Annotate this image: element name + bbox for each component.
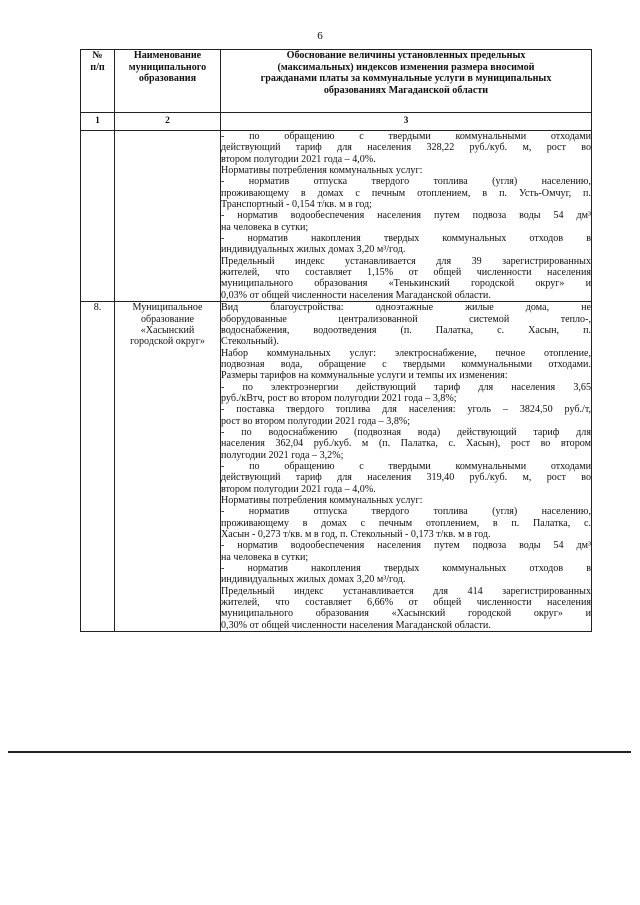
header-justification xyxy=(221,50,592,113)
column-number-row xyxy=(81,113,592,131)
text-line: Нормативы потребления коммунальных услуг: xyxy=(221,165,423,177)
justification-text xyxy=(221,131,592,302)
text-line: оборудованные централизованной системой тепло-, xyxy=(221,313,591,325)
text-line: Размеры тарифов на коммунальные услуги и темпы их изменения: xyxy=(221,370,508,382)
text-line: индивидуальных жилых домах 3,20 м³/год. xyxy=(221,244,406,256)
text-line: Муниципальное xyxy=(132,302,203,314)
text-line: - норматив накопления твердых коммунальных отходов в xyxy=(221,233,591,245)
row-number: 8. xyxy=(81,302,115,632)
text-line: муниципального образования «Тенькинский городской округ» и xyxy=(221,278,591,290)
text-line: гражданами платы за коммунальные услуги в муниципальных xyxy=(260,73,552,85)
text-line: руб./кВтч, рост во втором полугодии 2021 года – 3,8%; xyxy=(221,392,457,404)
bottom-rule xyxy=(8,751,631,753)
text-line: проживающему в домах с печным отоплением, в п. Усть-Омчуг, п. xyxy=(221,187,591,199)
text-line: 0,30% от общей численности населения Магаданской области. xyxy=(221,619,491,631)
column-number: 3 xyxy=(221,113,592,131)
row-number xyxy=(81,131,115,302)
tariff-justification-table xyxy=(80,49,592,632)
text-line: водоснабжения, водоотведения (п. Палатка, с. Хасын, п. xyxy=(221,324,591,336)
table-header-row xyxy=(81,50,592,113)
text-line: образованиях Магаданской области xyxy=(323,84,489,96)
text-line: действующий тариф для населения 319,40 руб./куб. м, рост во xyxy=(221,472,591,484)
text-line: образования xyxy=(138,73,197,85)
text-line: Стекольный). xyxy=(221,336,279,348)
text-line: населения 362,04 руб./куб. м (п. Палатка, с. Хасын), рост во втором xyxy=(221,438,591,450)
text-line: № xyxy=(92,50,103,61)
column-number: 2 xyxy=(115,113,221,131)
text-line: Хасын - 0,273 т/кв. м в год, п. Стекольный - 0,173 т/кв. м в год. xyxy=(221,529,491,541)
text-line: - норматив водообеспечения населения путем подвоза воды 54 дм³ xyxy=(221,210,591,222)
text-line: Вид благоустройства: одноэтажные жилые дома, не xyxy=(221,302,591,314)
text-line: Транспортный - 0,154 т/кв. м в год; xyxy=(221,199,372,211)
text-line: - поставка твердого топлива для населения: уголь – 3824,50 руб./т, xyxy=(221,404,591,416)
page-number: 6 xyxy=(317,30,323,42)
municipality-name xyxy=(115,302,221,632)
text-line: рост во втором полугодии 2021 года – 3,8%; xyxy=(221,415,411,427)
text-line: муниципального xyxy=(128,61,207,73)
text-line: подвозная вода, обращение с твердыми коммунальными отходами. xyxy=(221,358,591,370)
text-line: - по обращению с твердыми коммунальными отходами xyxy=(221,460,591,472)
text-line: Нормативы потребления коммунальных услуг: xyxy=(221,495,423,506)
justification-text xyxy=(221,302,592,632)
table-row xyxy=(81,302,592,632)
text-line: действующий тариф для населения 328,22 руб./куб. м, рост во xyxy=(221,142,591,154)
text-line: Обоснование величины установленных предельных xyxy=(286,50,526,61)
text-line: жителей, что составляет 6,66% от общей численности населения xyxy=(221,597,591,609)
text-line: образование xyxy=(140,313,195,325)
text-line: - норматив накопления твердых коммунальных отходов в xyxy=(221,563,591,575)
header-number xyxy=(81,50,115,113)
text-line: на человека в сутки; xyxy=(221,551,309,563)
text-line: (максимальных) индексов изменения размера вносимой xyxy=(277,61,535,73)
text-line: проживающему в домах с печным отоплением, в п. Палатка, с. xyxy=(221,517,591,529)
text-line: жителей, что составляет 1,15% от общей численности населения xyxy=(221,267,591,279)
text-line: полугодии 2021 года – 3,2%; xyxy=(221,449,344,461)
text-line: «Хасынский xyxy=(140,324,195,336)
text-line: Набор коммунальных услуг: электроснабжение, печное отопление, xyxy=(221,347,591,359)
text-line: Предельный индекс устанавливается для 39 зарегистрированных xyxy=(221,255,591,267)
text-line: - по электроэнергии действующий тариф для населения 3,65 xyxy=(221,381,591,393)
text-line: - по водоснабжению (подвозная вода) действующий тариф для xyxy=(221,426,591,438)
text-line: втором полугодии 2021 года – 4,0%. xyxy=(221,153,376,165)
column-number: 1 xyxy=(81,113,115,131)
text-line: городской округ» xyxy=(130,336,205,348)
text-line: - норматив водообеспечения населения путем подвоза воды 54 дм³ xyxy=(221,540,591,552)
text-line: муниципального образования «Хасынский городской округ» и xyxy=(221,608,591,620)
text-line: п/п xyxy=(90,61,105,73)
text-line: индивидуальных жилых домах 3,20 м³/год. xyxy=(221,574,406,586)
text-line: - норматив отпуска твердого топлива (угля) населению, xyxy=(221,176,591,188)
text-line: Наименование xyxy=(133,50,202,61)
header-municipality xyxy=(115,50,221,113)
text-line: 0,03% от общей численности населения Магаданской области. xyxy=(221,289,491,301)
table-row xyxy=(81,131,592,302)
text-line: Предельный индекс устанавливается для 414 зарегистрированных xyxy=(221,585,591,597)
municipality-name xyxy=(115,131,221,302)
text-line: на человека в сутки; xyxy=(221,221,309,233)
text-line: втором полугодии 2021 года – 4,0%. xyxy=(221,483,376,495)
text-line: - по обращению с твердыми коммунальными отходами xyxy=(221,131,591,142)
text-line: - норматив отпуска твердого топлива (угля) населению, xyxy=(221,506,591,518)
